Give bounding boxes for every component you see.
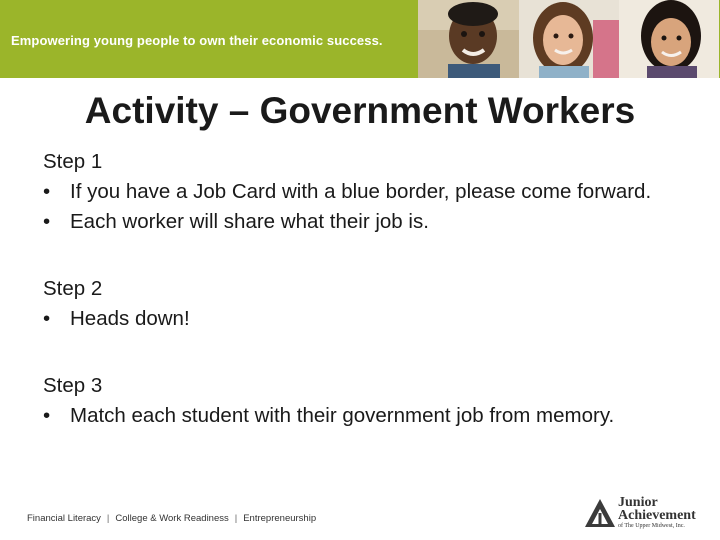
student-photo-1 [418,0,519,78]
step-heading: Step 2 [43,277,103,300]
slide-content [43,147,703,431]
bullet-icon: • [43,404,51,427]
bullet-item [43,304,703,334]
student-photo-3 [619,0,720,78]
bullet-icon: • [43,307,51,330]
logo-line: Junior [618,495,658,510]
bullet-text: Match each student with their government job from memory. [70,404,615,427]
bullet-text: Heads down! [70,307,190,330]
header-banner [0,0,720,78]
slide-title: Activity – Government Workers [84,90,636,131]
bullet-item [43,207,703,237]
footer-separator: | [106,513,110,524]
bullet-text: Each worker will share what their job is. [70,210,429,233]
step-heading: Step 1 [43,150,103,173]
footer-item: College & Work Readiness [115,513,229,524]
logo-line: of The Upper Midwest, Inc. [618,523,685,529]
step-heading: Step 3 [43,374,103,397]
footer-item: Financial Literacy [27,513,101,524]
bullet-item [43,401,703,431]
bullet-icon: • [43,180,51,203]
bullet-icon: • [43,210,51,233]
bullet-text: If you have a Job Card with a blue border, please come forward. [70,180,652,203]
tagline: Empowering young people to own their economic success. [11,33,383,48]
logo-icon [584,498,616,528]
footer-item: Entrepreneurship [243,513,317,524]
logo-line: Achievement [618,508,696,523]
step-block [43,371,703,431]
junior-achievement-logo [584,496,704,532]
step-block [43,147,703,237]
photo-strip [418,0,720,78]
student-photo-2 [519,0,620,78]
step-block [43,274,703,334]
footer-links [27,513,316,524]
footer-separator: | [234,513,238,524]
bullet-item [43,177,703,207]
